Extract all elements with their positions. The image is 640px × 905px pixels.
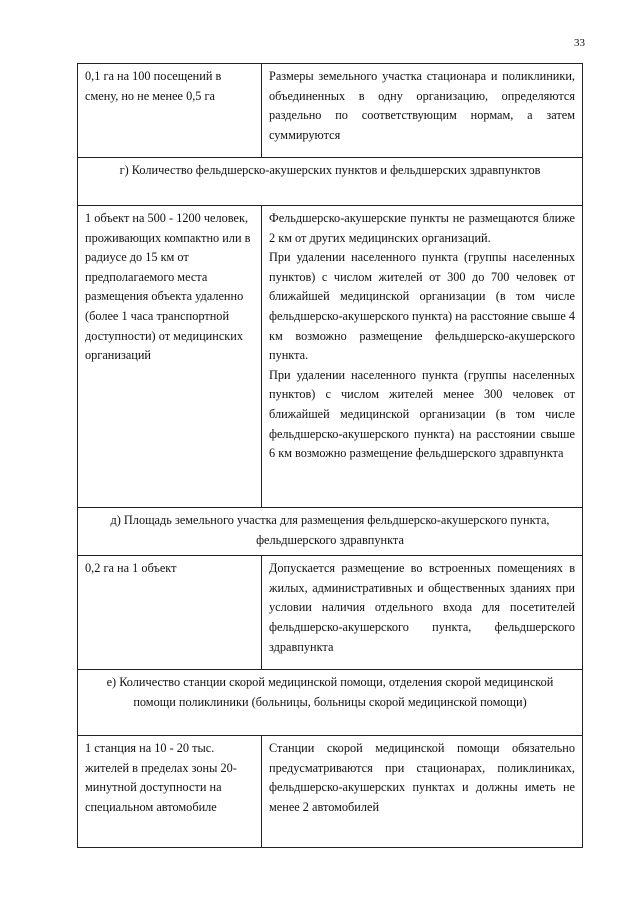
note-cell: Допускается размещение во встроенных помещениях в жилых, административных и общественных зданиях при условии наличия отдельного входа для посетителей фельдшерско-акушерского пункта, фельдшерского здравпункта bbox=[262, 556, 583, 670]
section-header-e: е) Количество станции скорой медицинской помощи, отделения скорой медицинской помощи поликлиники (больницы, больницы скорой медицинской помощи) bbox=[78, 670, 583, 736]
table-row bbox=[78, 64, 583, 158]
section-header-row bbox=[78, 158, 583, 206]
note-paragraph: Фельдшерско-акушерские пункты не размещаются ближе 2 км от других медицинских организаций. bbox=[269, 211, 575, 245]
table-row bbox=[78, 206, 583, 508]
note-cell: Размеры земельного участка стационара и поликлиники, объединенных в одну организацию, определяются раздельно по соответствующим нормам, а затем суммируются bbox=[262, 64, 583, 158]
section-header-g: г) Количество фельдшерско-акушерских пунктов и фельдшерских здравпунктов bbox=[78, 158, 583, 206]
section-header-d: д) Площадь земельного участка для размещения фельдшерско-акушерского пункта, фельдшерского здравпункта bbox=[78, 508, 583, 556]
table-row bbox=[78, 556, 583, 670]
table-row bbox=[78, 736, 583, 848]
section-header-row bbox=[78, 670, 583, 736]
note-paragraph: При удалении населенного пункта (группы населенных пунктов) с числом жителей менее 300 человек от ближайшей медицинской организации (в том числе фельдшерско-акушерского пункта) на расстоянии свыше 6 км возможно размещение фельдшерского здравпункта bbox=[269, 367, 575, 461]
norm-cell: 1 объект на 500 - 1200 человек, проживающих компактно или в радиусе до 15 км от предполагаемого места размещения объекта удаленно (более 1 часа транспортной доступности) от медицинских организаций bbox=[78, 206, 262, 508]
norm-cell: 0,2 га на 1 объект bbox=[78, 556, 262, 670]
page-number: 33 bbox=[574, 37, 585, 49]
note-cell: Станции скорой медицинской помощи обязательно предусматриваются при стационарах, поликлиниках, фельдшерско-акушерских пунктах и должны иметь не менее 2 автомобилей bbox=[262, 736, 583, 848]
note-paragraph: При удалении населенного пункта (группы населенных пунктов) с числом жителей от 300 до 700 человек от ближайшей медицинской организации (в том числе фельдшерско-акушерского пункта) на расстояние свыше 4 км возможно размещение фельдшерско-акушерского пункта. bbox=[269, 250, 576, 363]
note-cell bbox=[262, 206, 583, 508]
norm-cell: 0,1 га на 100 посещений в смену, но не менее 0,5 га bbox=[78, 64, 262, 158]
norms-table bbox=[77, 63, 583, 848]
norm-cell: 1 станция на 10 - 20 тыс. жителей в пределах зоны 20-минутной доступности на специальном автомобиле bbox=[78, 736, 262, 848]
section-header-row bbox=[78, 508, 583, 556]
